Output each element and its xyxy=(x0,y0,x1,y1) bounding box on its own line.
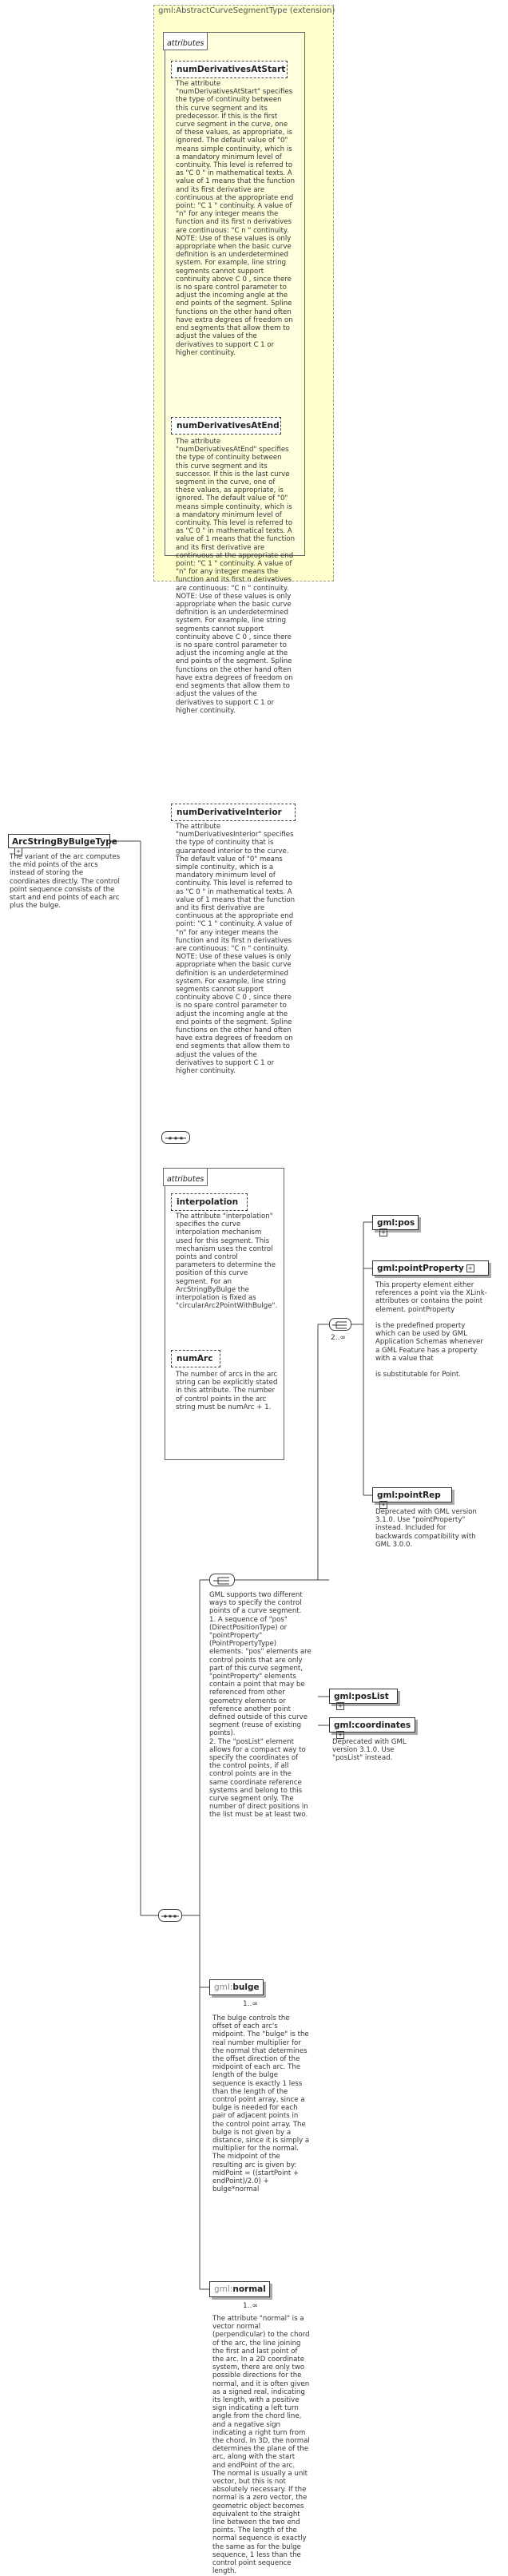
element-point-property-doc: This property element either references a point via the XLink-attributes or contains the point element. pointProperty is the predefined property which can be used by GML Application Schemas whenever a GML Feature has a property with a value that is substitutable for Point. xyxy=(375,1281,487,1379)
element-bulge-ns: gml: xyxy=(214,1983,233,1992)
root-element-doc: The variant of the arc computes the mid points of the arcs instead of storing the coordinates directly. The control point sequence consists of the start and end points of each arc plus the bulge. xyxy=(10,853,121,911)
attr-num-derivatives-at-start-doc: The attribute "numDerivativesAtStart" specifies the type of continuity between this curve segment and its predecessor. If this is the first curve segment in the curve, one of these values, as appropriate, is ignored. The default value of "0" means simple continuity, which is a mandatory minimum level of continuity. This level is referred to as "C 0 " in mathematical texts. A value of 1 means that the function and its first derivative are continuous at the appropriate end point: "C 1 " continuity. A value of "n" for any integer means the function and its first n derivatives are continuous: "C n " continuity. NOTE: Use of these values is only appropriate when the basic curve definition is an underdetermined system. For example, line string segments cannot support continuity above C 0 , since there is no spare control parameter to adjust the incoming angle at the end points of the segment. Spline functions on the other hand often have extra degrees of freedom on end segments that allow them to adjust the values of the derivatives to support C 1 or higher continuity. xyxy=(176,80,296,357)
point-choice-cardinality: 2..∞ xyxy=(331,1334,346,1342)
element-bulge[interactable] xyxy=(209,1979,264,1995)
element-coordinates-name: gml:coordinates xyxy=(334,1721,411,1730)
root-element[interactable] xyxy=(8,834,117,855)
attr-num-derivatives-at-end[interactable]: numDerivativesAtEnd xyxy=(171,417,281,435)
expand-icon[interactable]: + xyxy=(14,847,22,855)
own-attributes-group xyxy=(165,1168,284,1460)
element-point-rep[interactable] xyxy=(372,1487,452,1508)
expand-icon[interactable]: + xyxy=(336,1731,344,1739)
element-pos-name: gml:pos xyxy=(377,1218,415,1228)
element-bulge-doc: The bulge controls the offset of each arc's midpoint. The "bulge" is the real number multiplier for the normal that determines the offset direction of the midpoint of each arc. The length of the bulge sequence is exactly 1 less than the length of the control point array, since a bulge is needed for each pair of adjacent points in the control point array. The bulge is not given by a distance, since it is simply a multiplier for the normal. The midpoint of the resulting arc is given by: midPoint = ((startPoint + endPoint)/2.0) + bulge*normal xyxy=(212,2014,310,2194)
element-bulge-name: bulge xyxy=(232,1983,260,1992)
choice-doc: GML supports two different ways to specify the control points of a curve segment. 1. A sequence of "pos" (DirectPositionType) or "pointProperty" (PointPropertyType) elements. "pos" elements are control points that are only part of this curve segment, "pointProperty" elements contain a point that may be referenced from other geometry elements or reference another point defined outside of this curve segment (reuse of existing points). 2. The "posList" element allows for a compact way to specify the coordinates of the control points, if all control points are in the same coordinate reference systems and belong to this curve segment only. The number of direct positions in the list must be at least two. xyxy=(209,1591,312,1820)
element-point-rep-name: gml:pointRep xyxy=(377,1490,441,1500)
attr-num-derivatives-at-start[interactable]: numDerivativesAtStart xyxy=(171,61,288,78)
expand-icon[interactable]: + xyxy=(336,1702,344,1710)
extension-title: gml:AbstractCurveSegmentType (extension) xyxy=(158,6,335,15)
element-coordinates-doc: Deprecated with GML version 3.1.0. Use "posList" instead. xyxy=(332,1738,407,1763)
element-point-rep-doc: Deprecated with GML version 3.1.0. Use "pointProperty" instead. Included for backwards compatibility with GML 3.0.0. xyxy=(375,1508,477,1549)
choice-icon xyxy=(210,1575,234,1586)
base-sequence-compositor[interactable] xyxy=(161,1131,190,1144)
attr-interpolation[interactable]: interpolation xyxy=(171,1193,248,1211)
root-element-name: ArcStringByBulgeType xyxy=(12,837,117,847)
element-pos-list[interactable] xyxy=(329,1689,398,1709)
expand-icon[interactable]: + xyxy=(379,1501,387,1509)
sequence-icon xyxy=(159,1911,181,1922)
element-pos-list-name: gml:posList xyxy=(334,1692,389,1701)
expand-icon[interactable]: + xyxy=(379,1228,387,1236)
element-point-property-name: gml:pointProperty xyxy=(377,1264,464,1273)
element-normal[interactable] xyxy=(209,2281,270,2297)
expand-icon[interactable]: + xyxy=(466,1264,474,1272)
element-point-property[interactable] xyxy=(372,1260,489,1276)
element-pos[interactable] xyxy=(372,1215,419,1236)
attr-num-derivatives-at-end-doc: The attribute "numDerivativesAtEnd" specifies the type of continuity between this curve segment and its successor. If this is the last curve segment in the curve, one of these values, as appropriate, is ignored. The default value of "0" means simple continuity, which is a mandatory minimum level of continuity. This level is referred to as "C 0 " in mathematical texts. A value of 1 means that the function and its first derivative are continuous at the appropriate end point: "C 1 " continuity. A value of "n" for any integer means the function and its first n derivatives are continuous: "C n " continuity. NOTE: Use of these values is only appropriate when the basic curve definition is an underdetermined system. For example, line string segments cannot support continuity above C 0 , since there is no spare control parameter to adjust the incoming angle at the end points of the segment. Spline functions on the other hand often have extra degrees of freedom on end segments that allow them to adjust the values of the derivatives to support C 1 or higher continuity. xyxy=(176,438,296,715)
point-choice-compositor[interactable] xyxy=(329,1318,351,1331)
choice-icon xyxy=(330,1320,351,1331)
element-normal-ns: gml: xyxy=(214,2284,233,2294)
attr-num-derivative-interior[interactable]: numDerivativeInterior xyxy=(171,804,296,821)
element-coordinates[interactable] xyxy=(329,1717,415,1738)
own-attributes-label: attributes xyxy=(163,1168,208,1186)
element-normal-name: normal xyxy=(232,2284,266,2294)
sequence-icon xyxy=(162,1133,189,1144)
choice-compositor[interactable] xyxy=(209,1574,235,1586)
main-sequence-compositor[interactable] xyxy=(158,1909,182,1922)
element-bulge-cardinality: 1..∞ xyxy=(243,2000,258,2008)
attr-num-arc-doc: The number of arcs in the arc string can be explicitly stated in this attribute. The number of control points in the arc string must be numArc + 1. xyxy=(176,1371,278,1411)
element-normal-cardinality: 1..∞ xyxy=(243,2302,258,2310)
attr-interpolation-doc: The attribute "interpolation" specifies the curve interpolation mechanism used for this segment. This mechanism uses the control points and control parameters to determine the position of this curve segment. For an ArcStringByBulge the interpolation is fixed as "circularArc2PointWithBulge". xyxy=(176,1213,278,1311)
attr-num-derivative-interior-doc: The attribute "numDerivativesInterior" specifies the type of continuity that is guaranteed interior to the curve. The default value of "0" means simple continuity, which is a mandatory minimum level of continuity. This level is referred to as "C 0 " in mathematical texts. A value of 1 means that the function and its first derivative are continuous at the appropriate end point: "C 1 " continuity. A value of "n" for any integer means the function and its first n derivatives are continuous: "C n " continuity. NOTE: Use of these values is only appropriate when the basic curve definition is an underdetermined system. For example, line string segments cannot support continuity above C 0 , since there is no spare control parameter to adjust the incoming angle at the end points of the segment. Spline functions on the other hand often have extra degrees of freedom on end segments that allow them to adjust the values of the derivatives to support C 1 or higher continuity. xyxy=(176,823,296,1076)
element-normal-doc: The attribute "normal" is a vector normal (perpendicular) to the chord of the arc, the line joining the first and last point of the arc. In a 2D coordinate system, there are only two possible directions for the normal, and it is often given as a signed real, indicating its length, with a positive sign indicating a left turn angle from the chord line, and a negative sign indicating a right turn from the chord. In 3D, the normal determines the plane of the arc, along with the start and endPoint of the arc. The normal is usually a unit vector, but this is not absolutely necessary. If the normal is a zero vector, the geometric object becomes equivalent to the straight line between the two end points. The length of the normal sequence is exactly the same as for the bulge sequence, 1 less than the control point sequence length. xyxy=(212,2315,310,2576)
base-attributes-label: attributes xyxy=(163,32,208,50)
attr-num-arc[interactable]: numArc xyxy=(171,1350,220,1367)
